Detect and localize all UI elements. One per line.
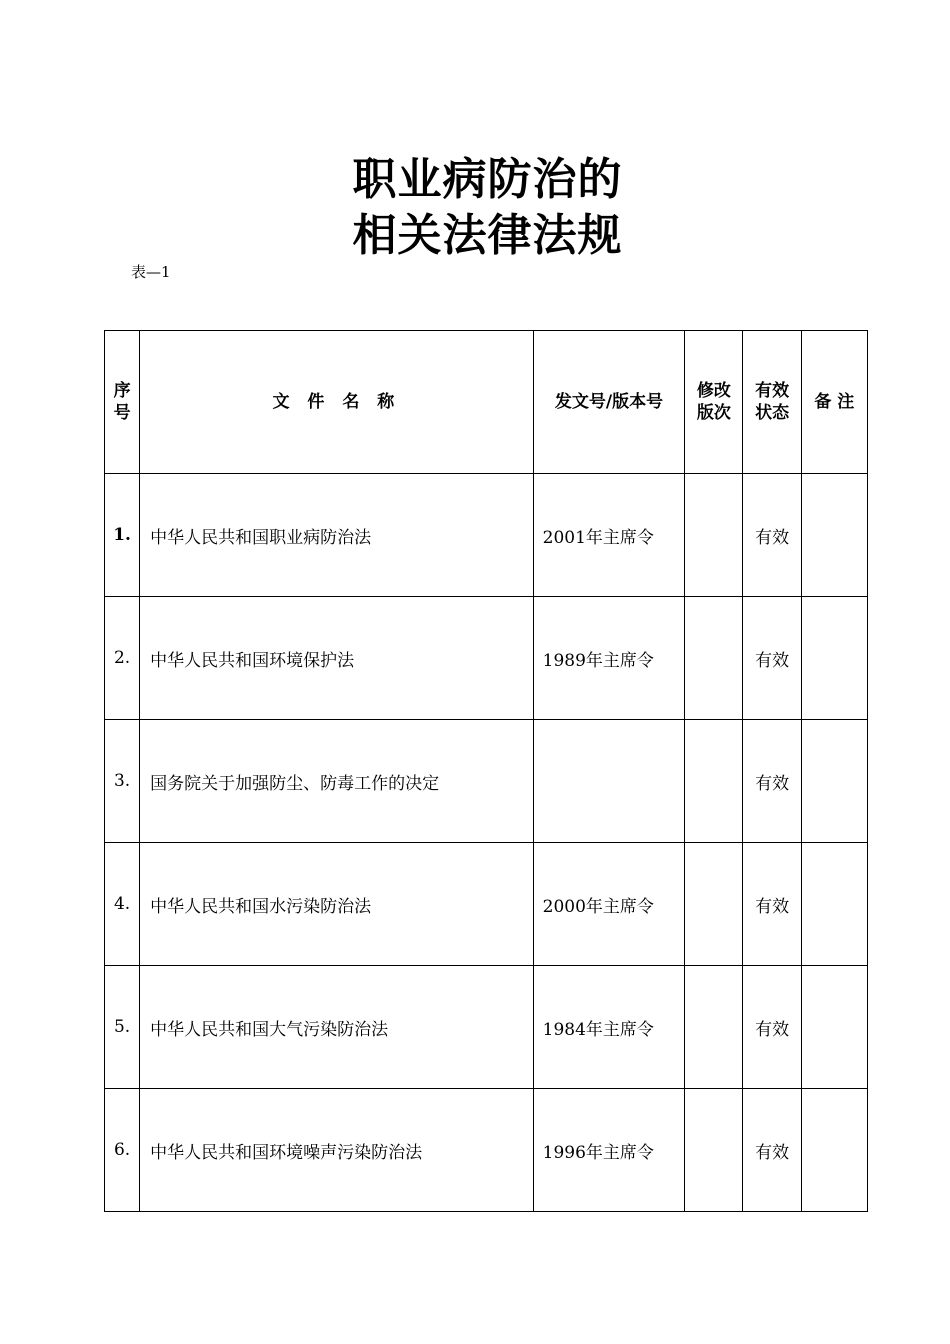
header-name: 文 件 名 称: [140, 331, 534, 474]
row-name: 中华人民共和国职业病防治法: [140, 474, 534, 597]
page-title: [0, 152, 950, 264]
row-remark: [801, 1089, 867, 1212]
row-name: 中华人民共和国环境保护法: [140, 597, 534, 720]
row-remark: [801, 474, 867, 597]
page-title-line-1: 职业病防治的: [352, 154, 623, 205]
table-row: [105, 720, 868, 843]
table-row: [105, 597, 868, 720]
table-label: 表—1: [131, 263, 171, 281]
row-name: 中华人民共和国水污染防治法: [140, 843, 534, 966]
table-row: [105, 843, 868, 966]
row-no: 5.: [105, 966, 140, 1089]
row-revision: [685, 474, 743, 597]
row-no: 1.: [105, 474, 140, 597]
header-no: [105, 331, 140, 474]
header-remark: 备 注: [801, 331, 867, 474]
row-doc-no: 2001年主席令: [533, 474, 685, 597]
row-remark: [801, 966, 867, 1089]
row-remark: [801, 720, 867, 843]
header-status-label: 有效状态: [755, 381, 790, 423]
row-status: 有效: [743, 720, 801, 843]
row-doc-no: 2000年主席令: [533, 843, 685, 966]
laws-table: [104, 330, 868, 1212]
row-revision: [685, 966, 743, 1089]
row-status: 有效: [743, 597, 801, 720]
row-revision: [685, 597, 743, 720]
table-row: [105, 966, 868, 1089]
row-revision: [685, 843, 743, 966]
row-status: 有效: [743, 1089, 801, 1212]
row-name: 中华人民共和国大气污染防治法: [140, 966, 534, 1089]
row-no: 3.: [105, 720, 140, 843]
header-status: [743, 331, 801, 474]
row-doc-no: 1989年主席令: [533, 597, 685, 720]
header-doc-no: 发文号/版本号: [533, 331, 685, 474]
table-header-row: [105, 331, 868, 474]
row-revision: [685, 720, 743, 843]
row-doc-no: 1984年主席令: [533, 966, 685, 1089]
row-name: 中华人民共和国环境噪声污染防治法: [140, 1089, 534, 1212]
row-no: 6.: [105, 1089, 140, 1212]
header-no-label: 序号: [113, 381, 131, 423]
row-remark: [801, 597, 867, 720]
row-no: 2.: [105, 597, 140, 720]
row-remark: [801, 843, 867, 966]
row-revision: [685, 1089, 743, 1212]
page-title-line-2: 相关法律法规: [352, 210, 623, 261]
row-name: 国务院关于加强防尘、防毒工作的决定: [140, 720, 534, 843]
header-revision: [685, 331, 743, 474]
row-doc-no: [533, 720, 685, 843]
table-row: [105, 1089, 868, 1212]
table-row: [105, 474, 868, 597]
row-doc-no: 1996年主席令: [533, 1089, 685, 1212]
row-status: 有效: [743, 966, 801, 1089]
row-status: 有效: [743, 843, 801, 966]
row-no: 4.: [105, 843, 140, 966]
row-status: 有效: [743, 474, 801, 597]
header-revision-label: 修改版次: [696, 381, 731, 423]
